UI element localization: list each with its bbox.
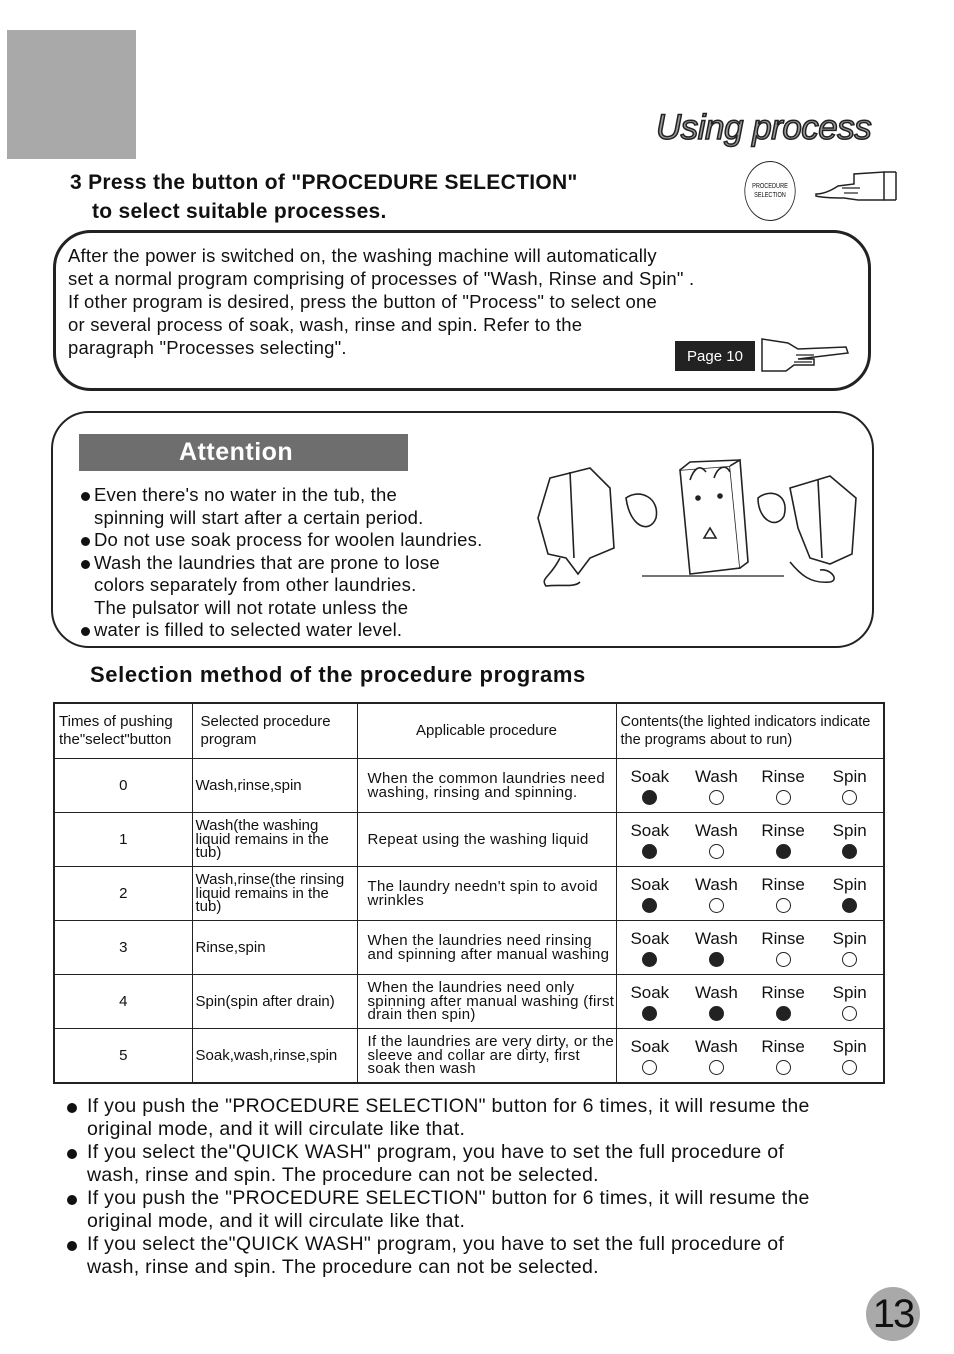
- step-heading: [70, 168, 578, 226]
- indicator-lit-icon: [709, 952, 724, 967]
- section-heading: Selection method of the procedure programs: [90, 662, 586, 687]
- cell-program: Wash(the washing liquid remains in the tub): [192, 813, 357, 867]
- cell-times: 2: [54, 867, 192, 921]
- pointing-hand-icon: [814, 168, 900, 204]
- note-item: If you push the "PROCEDURE SELECTION" button for 6 times, it will resume the original mode, and it will circulate like that.: [66, 1187, 810, 1233]
- info-line: set a normal program comprising of processes of "Wash, Rinse and Spin" .: [68, 268, 695, 289]
- cell-program: Wash,rinse(the rinsing liquid remains in the tub): [192, 867, 357, 921]
- indicator-unlit-icon: [709, 790, 724, 805]
- indicator-label: Spin: [832, 766, 867, 786]
- indicator-unlit-icon: [709, 844, 724, 859]
- page-reference-badge: Page 10: [675, 341, 755, 371]
- procedure-selection-button-icon: PROCEDURE SELECTION: [744, 161, 795, 221]
- indicator-lit-icon: [642, 790, 657, 805]
- indicator-unlit-icon: [709, 898, 724, 913]
- indicator-grid: [617, 1037, 884, 1075]
- cell-applicable: When the common laundries need washing, rinsing and spinning.: [357, 759, 616, 813]
- attention-label: Attention: [79, 434, 408, 471]
- indicator-label: Soak: [630, 874, 670, 894]
- info-line: or several process of soak, wash, rinse and spin. Refer to the: [68, 314, 583, 335]
- cell-applicable: Repeat using the washing liquid: [357, 813, 616, 867]
- note-item: If you select the"QUICK WASH" program, you have to set the full procedure of wash, rinse and spin. The procedure can not be selected.: [66, 1141, 810, 1187]
- header-contents: Contents(the lighted indicators indicate the programs about to run): [616, 703, 884, 759]
- info-line: After the power is switched on, the washing machine will automatically: [68, 245, 657, 266]
- indicator-label: Wash: [695, 766, 738, 786]
- indicator-label: Soak: [630, 982, 670, 1002]
- attention-item: Do not use soak process for woolen laundries.: [79, 529, 482, 552]
- indicator-label: Spin: [832, 820, 867, 840]
- cell-indicators: [616, 975, 884, 1029]
- indicator-label: Soak: [630, 1036, 670, 1056]
- table-header-row: [54, 703, 884, 759]
- info-line: If other program is desired, press the button of "Process" to select one: [68, 291, 657, 312]
- cell-indicators: [616, 759, 884, 813]
- indicator-lit-icon: [642, 1006, 657, 1021]
- indicator-label: Spin: [832, 982, 867, 1002]
- cell-applicable: When the laundries need only spinning after manual washing (first drain then spin): [357, 975, 616, 1029]
- table-row: [54, 867, 884, 921]
- indicator-label: Spin: [832, 1036, 867, 1056]
- note-item: If you select the"QUICK WASH" program, you have to set the full procedure of wash, rinse and spin. The procedure can not be selected.: [66, 1233, 810, 1279]
- table-row: [54, 1029, 884, 1084]
- indicator-unlit-icon: [776, 1060, 791, 1075]
- indicator-label: Soak: [630, 766, 670, 786]
- indicator-unlit-icon: [776, 898, 791, 913]
- attention-item: The pulsator will not rotate unless the: [94, 596, 409, 618]
- page-number: 13: [866, 1287, 920, 1341]
- indicator-grid: [617, 983, 884, 1021]
- attention-list: [79, 484, 482, 642]
- cell-indicators: [616, 1029, 884, 1084]
- indicator-unlit-icon: [709, 1060, 724, 1075]
- indicator-label: Wash: [695, 982, 738, 1002]
- indicator-label: Rinse: [761, 820, 805, 840]
- table-row: [54, 813, 884, 867]
- indicator-unlit-icon: [842, 1006, 857, 1021]
- indicator-label: Rinse: [761, 1036, 805, 1056]
- cell-program: Wash,rinse,spin: [192, 759, 357, 813]
- indicator-unlit-icon: [842, 790, 857, 805]
- indicator-grid: [617, 767, 884, 805]
- procedure-table: [53, 702, 885, 1084]
- indicator-label: Wash: [695, 874, 738, 894]
- cell-applicable: When the laundries need rinsing and spinning after manual washing: [357, 921, 616, 975]
- cell-indicators: [616, 921, 884, 975]
- indicator-lit-icon: [842, 844, 857, 859]
- indicator-lit-icon: [642, 952, 657, 967]
- indicator-label: Soak: [630, 928, 670, 948]
- notes-list: [66, 1095, 810, 1279]
- header-times: Times of pushing the"select"button: [54, 703, 192, 759]
- step-heading-line1: 3 Press the button of "PROCEDURE SELECTION": [70, 171, 578, 194]
- indicator-grid: [617, 875, 884, 913]
- pointing-finger-icon: [758, 335, 850, 375]
- cell-times: 3: [54, 921, 192, 975]
- cell-times: 1: [54, 813, 192, 867]
- washing-machine-cartoon-illustration: [530, 458, 870, 598]
- indicator-label: Rinse: [761, 874, 805, 894]
- indicator-lit-icon: [776, 844, 791, 859]
- indicator-lit-icon: [776, 1006, 791, 1021]
- indicator-lit-icon: [642, 898, 657, 913]
- step-heading-line2: to select suitable processes.: [92, 200, 387, 223]
- attention-item: Even there's no water in the tub, the: [79, 484, 482, 507]
- indicator-unlit-icon: [842, 952, 857, 967]
- indicator-unlit-icon: [642, 1060, 657, 1075]
- indicator-lit-icon: [642, 844, 657, 859]
- attention-item: colors separately from other laundries.: [94, 574, 417, 595]
- cell-program: Soak,wash,rinse,spin: [192, 1029, 357, 1084]
- note-item: If you push the "PROCEDURE SELECTION" button for 6 times, it will resume the original mode, and it will circulate like that.: [66, 1095, 810, 1141]
- indicator-label: Wash: [695, 820, 738, 840]
- indicator-unlit-icon: [776, 790, 791, 805]
- indicator-label: Rinse: [761, 982, 805, 1002]
- indicator-unlit-icon: [776, 952, 791, 967]
- cell-indicators: [616, 867, 884, 921]
- attention-item: water is filled to selected water level.: [79, 619, 482, 642]
- indicator-label: Spin: [832, 874, 867, 894]
- table-row: [54, 759, 884, 813]
- indicator-grid: [617, 821, 884, 859]
- cell-program: Rinse,spin: [192, 921, 357, 975]
- info-line: paragraph "Processes selecting".: [68, 337, 347, 358]
- indicator-label: Soak: [630, 820, 670, 840]
- page-title: Using process: [656, 108, 872, 147]
- table-row: [54, 975, 884, 1029]
- cell-applicable: The laundry needn't spin to avoid wrinkles: [357, 867, 616, 921]
- attention-item: Wash the laundries that are prone to lose: [79, 552, 482, 575]
- indicator-label: Wash: [695, 1036, 738, 1056]
- cell-times: 5: [54, 1029, 192, 1084]
- header-applicable: Applicable procedure: [357, 703, 616, 759]
- indicator-lit-icon: [842, 898, 857, 913]
- indicator-unlit-icon: [842, 1060, 857, 1075]
- table-row: [54, 921, 884, 975]
- indicator-label: Rinse: [761, 766, 805, 786]
- cell-times: 0: [54, 759, 192, 813]
- cell-times: 4: [54, 975, 192, 1029]
- indicator-lit-icon: [709, 1006, 724, 1021]
- decorative-grey-block: [7, 30, 136, 159]
- header-program: Selected procedure program: [192, 703, 357, 759]
- cell-indicators: [616, 813, 884, 867]
- cell-program: Spin(spin after drain): [192, 975, 357, 1029]
- table-body: [54, 759, 884, 1084]
- indicator-grid: [617, 929, 884, 967]
- indicator-label: Spin: [832, 928, 867, 948]
- attention-item: spinning will start after a certain period.: [94, 506, 424, 528]
- indicator-label: Rinse: [761, 928, 805, 948]
- indicator-label: Wash: [695, 928, 738, 948]
- cell-applicable: If the laundries are very dirty, or the sleeve and collar are dirty, first soak then wash: [357, 1029, 616, 1084]
